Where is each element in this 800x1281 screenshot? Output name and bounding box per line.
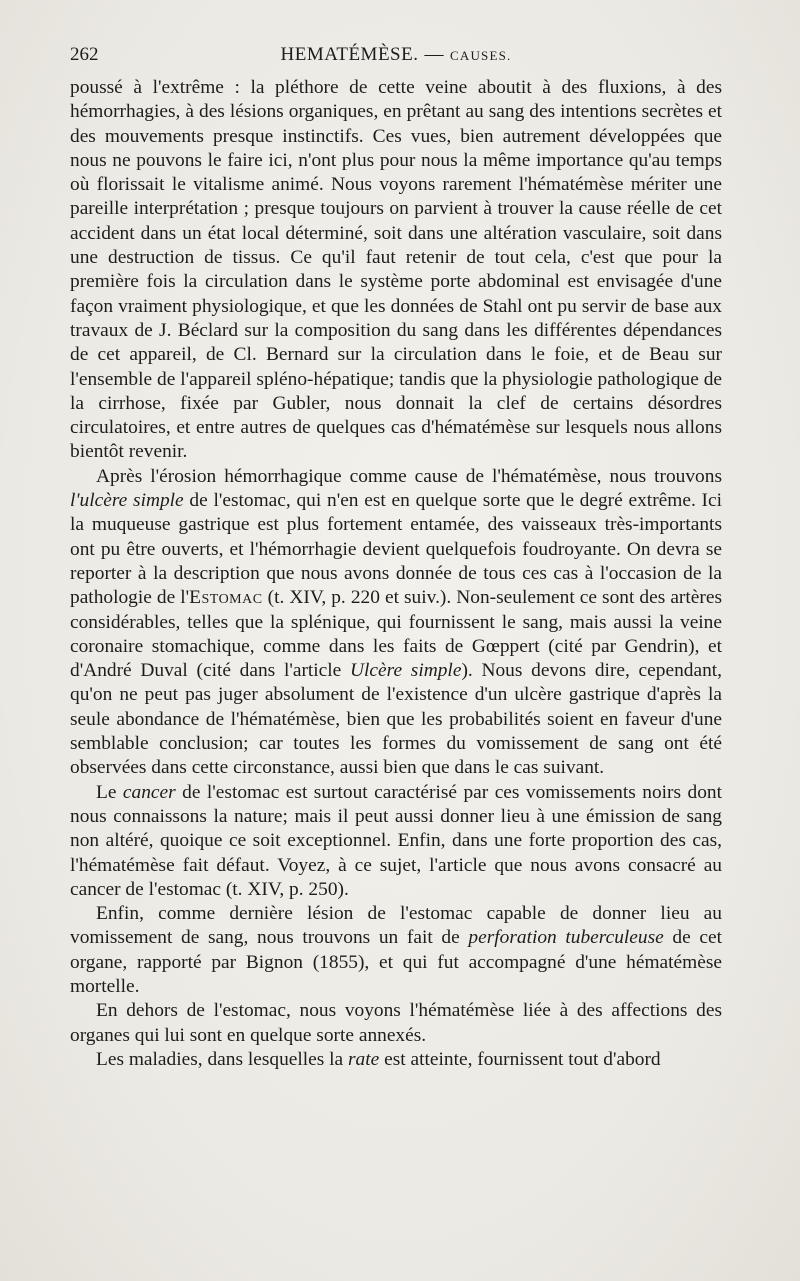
running-head-title: HEMATÉMÈSE. xyxy=(280,44,419,65)
text-run: Enfin, comme dernière lésion de l'estomac capable de donner lieu au vomissement de sang, nous trouvons un fait de xyxy=(70,903,722,949)
text-run: de l'estomac est surtout caractérisé par ces vomissements noirs dont nous connaissons la nature; mais il peut aussi donner lieu à une émission de sang non altéré, quoique ce soit exceptionnel. Enfin, dans une forte proportion des cas, l'hématémèse fait défaut. Voyez, à ce sujet, l'article que nous avons consacré au cancer de l'estomac (t. XIV, p. 250). xyxy=(70,781,722,900)
text-run: Le xyxy=(96,781,123,803)
paragraph xyxy=(70,465,722,781)
italic-text: cancer xyxy=(122,781,176,803)
italic-text: Ulcère simple xyxy=(350,660,462,682)
page-header xyxy=(70,40,722,70)
paragraph xyxy=(70,999,722,1048)
body-text xyxy=(70,76,722,1072)
text-run: de cet organe, rapporté par Bignon (1855), et qui fut accompagné d'une hématémèse mortelle. xyxy=(70,927,722,997)
running-head xyxy=(70,44,722,66)
text-run: de l'estomac, qui n'en est en quelque sorte que le degré extrême. Ici la muqueuse gastrique est plus fortement entamée, des vaisseaux très-importants ont pu être ouverts, et l'hémorrhagie devient quelquefois foudroyante. On devra se reporter à la description que nous avons donnée de tous ces cas à l'occasion de la pathologie de l' xyxy=(70,490,722,609)
small-caps-text: Estomac xyxy=(189,587,263,609)
italic-text: l'ulcère simple xyxy=(70,490,184,512)
running-head-dash: — xyxy=(424,44,444,65)
text-run: En dehors de l'estomac, nous voyons l'hématémèse liée à des affections des organes qui lui sont en quelque sorte annexés. xyxy=(70,1000,722,1046)
paragraph xyxy=(70,1048,722,1072)
text-run: poussé à l'extrême : la pléthore de cette veine aboutit à des fluxions, à des hémorrhagies, à des lésions organiques, en prêtant au sang des intentions secrètes et des mouvements presque instinctifs. Ces vues, bien autrement développées que nous ne pouvons le faire ici, n'ont plus pour nous la même importance qu'au temps où florissait le vitalisme animé. Nous voyons rarement l'hématémèse mériter une pareille interprétation ; presque toujours on parvient à trouver la cause réelle de cet accident dans un état local déterminé, soit dans une altération vasculaire, soit dans une destruction de tissus. Ce qu'il faut retenir de tout cela, c'est que pour la première fois la circulation dans le système porte abdominal est envisagée d'une façon vraiment physiologique, et que les données de Stahl ont pu servir de base aux travaux de J. Béclard sur la composition du sang dans les différentes dépendances de cet appareil, de Cl. Bernard sur la circulation dans le foie, et de Beau sur l'ensemble de l'appareil spléno-hépatique; tandis que la physiologie pathologique de la cirrhose, fixée par Gubler, nous donnait la clef de certains désordres circulatoires, et entre autres de quelques cas d'hématémèse sur lesquels nous allons bientôt revenir. xyxy=(70,77,722,463)
text-run: Après l'érosion hémorrhagique comme cause de l'hématémèse, nous trouvons xyxy=(96,465,722,487)
text-run: ). Nous devons dire, cependant, qu'on ne peut pas juger absolument de l'existence d'un ulcère gastrique d'après la seule abondance de l'hématémèse, bien que les probabilités soient en faveur d'une semblable conclusion; car toutes les formes du vomissement de sang ont été observées dans cette circonstance, aussi bien que dans le cas suivant. xyxy=(70,660,722,779)
paragraph xyxy=(70,781,722,902)
text-run: est atteinte, fournissent tout d'abord xyxy=(379,1048,661,1070)
text-run: Les maladies, dans lesquelles la xyxy=(96,1048,349,1070)
text-run: (t. XIV, p. 220 et suiv.). Non-seulement ce sont des artères considérables, telles que la splénique, qui fournissent le sang, mais aussi la veine coronaire stomachique, comme dans les faits de Gœppert (cité par Gendrin), et d'André Duval (cité dans l'article xyxy=(70,587,722,682)
paragraph xyxy=(70,76,722,465)
italic-text: perforation tuberculeuse xyxy=(468,927,664,949)
paragraph xyxy=(70,902,722,999)
italic-text: rate xyxy=(348,1048,380,1070)
running-head-subtitle: CAUSES. xyxy=(449,48,512,63)
page-number: 262 xyxy=(70,44,99,65)
